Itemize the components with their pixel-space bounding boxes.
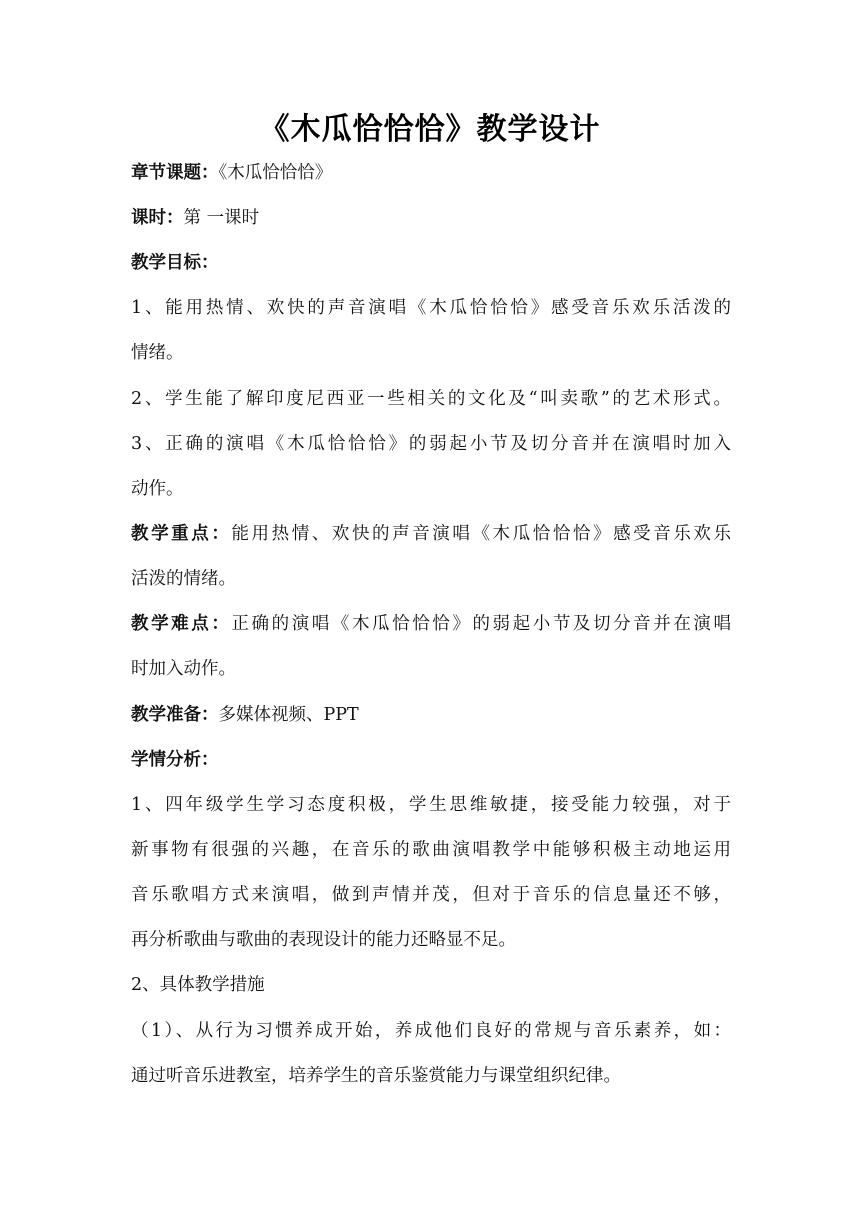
analysis-line-3: 音乐歌唱方式来演唱，做到声情并茂，但对于音乐的信息量还不够， <box>131 885 731 905</box>
objective-3-line-2: 动作。 <box>131 479 184 499</box>
chapter-line <box>131 162 731 184</box>
period-value: 第 一课时 <box>183 208 260 228</box>
key-point-label: 教学重点： <box>131 524 232 544</box>
objective-1-line-2: 情绪。 <box>131 343 184 363</box>
key-point-line-1 <box>131 523 731 545</box>
objective-1-line-1: 1、能用热情、欢快的声音演唱《木瓜恰恰恰》感受音乐欢乐活泼的 <box>131 298 731 318</box>
period-label: 课时： <box>131 208 184 228</box>
objectives-label: 教学目标： <box>131 253 219 273</box>
measures-line-1: （1）、从行为习惯养成开始，养成他们良好的常规与音乐素养，如： <box>131 1021 731 1041</box>
preparation-line <box>131 704 731 726</box>
key-point-text-1: 能用热情、欢快的声音演唱《木瓜恰恰恰》感受音乐欢乐 <box>231 524 732 544</box>
chapter-value: 《木瓜恰恰恰》 <box>218 163 333 183</box>
measures-line-2: 通过听音乐进教室，培养学生的音乐鉴赏能力与课堂组织纪律。 <box>131 1066 621 1086</box>
measures-heading: 2、具体教学措施 <box>131 975 265 995</box>
difficulty-line-2: 时加入动作。 <box>131 659 236 679</box>
preparation-value: 多媒体视频、PPT <box>218 705 359 725</box>
analysis-line-1: 1、四年级学生学习态度积极，学生思维敏捷，接受能力较强，对于 <box>131 795 731 815</box>
preparation-label: 教学准备： <box>131 705 219 725</box>
document-title: 《木瓜恰恰恰》教学设计 <box>259 112 601 147</box>
analysis-line-4: 再分析歌曲与歌曲的表现设计的能力还略显不足。 <box>131 930 516 950</box>
analysis-line-2: 新事物有很强的兴趣，在音乐的歌曲演唱教学中能够积极主动地运用 <box>131 840 731 860</box>
difficulty-line-1 <box>131 613 731 635</box>
objective-3-line-1: 3、正确的演唱《木瓜恰恰恰》的弱起小节及切分音并在演唱时加入 <box>131 434 731 454</box>
analysis-label: 学情分析： <box>131 750 219 770</box>
chapter-label: 章节课题： <box>131 163 219 183</box>
period-line <box>131 207 731 229</box>
difficulty-label: 教学难点： <box>131 614 232 634</box>
difficulty-text-1: 正确的演唱《木瓜恰恰恰》的弱起小节及切分音并在演唱 <box>231 614 732 634</box>
key-point-line-2: 活泼的情绪。 <box>131 569 236 589</box>
objective-2-line-1: 2、学生能了解印度尼西亚一些相关的文化及“叫卖歌”的艺术形式。 <box>131 389 731 409</box>
